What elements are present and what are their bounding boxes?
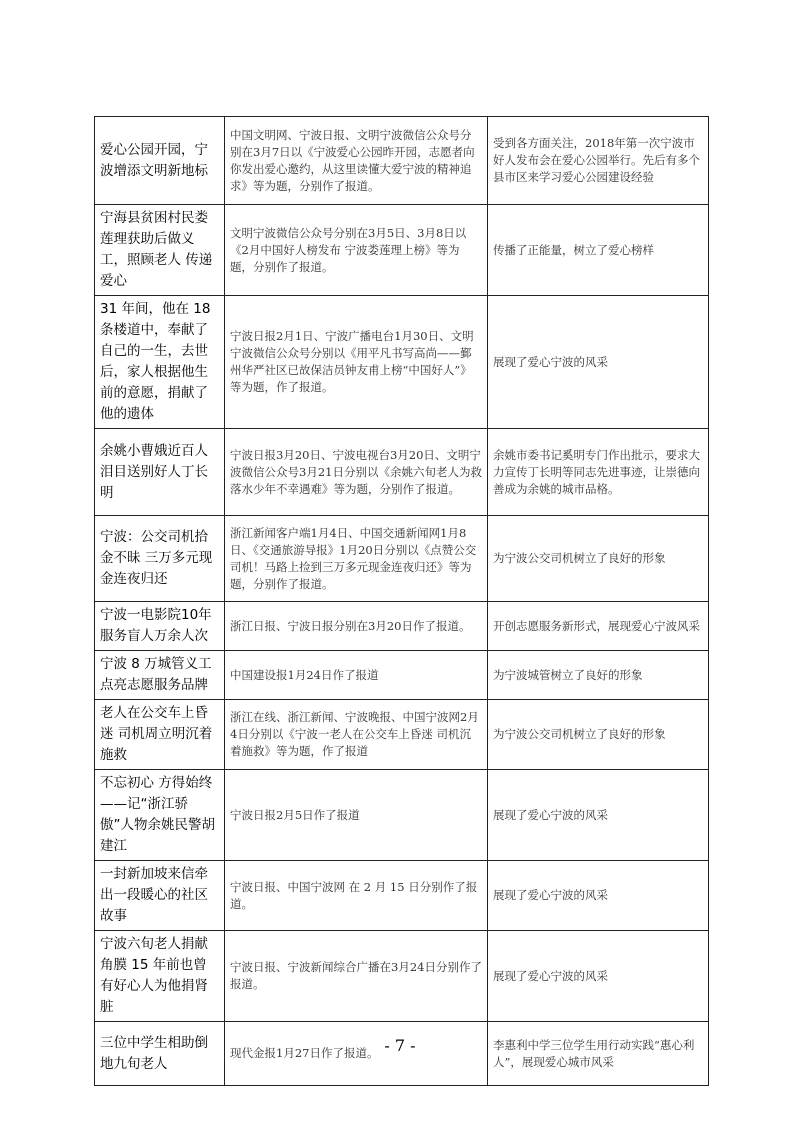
effect-cell bbox=[488, 651, 709, 700]
effect-cell bbox=[488, 861, 709, 931]
media-coverage-cell bbox=[225, 861, 488, 931]
effect-text: 展现了爱心宁波的风采 bbox=[493, 888, 608, 902]
effect-cell bbox=[488, 516, 709, 602]
media-coverage: 宁波日报2月1日、宁波广播电台1月30日、文明宁波微信公众号分别以《用平凡书写高尚——鄞州华严社区已故保洁员钟友甫上榜“中国好人”》等为题，作了报道。 bbox=[230, 329, 474, 394]
story-title: 一封新加坡来信牵出一段暖心的社区故事 bbox=[100, 866, 208, 924]
media-coverage-cell bbox=[225, 296, 488, 429]
story-title: 三位中学生相助倒地九旬老人 bbox=[100, 1034, 208, 1072]
media-coverage-cell bbox=[225, 205, 488, 296]
story-title: 不忘初心 方得始终——记“浙江骄傲”人物余姚民警胡建江 bbox=[100, 775, 215, 854]
effect-text: 余姚市委书记奚明专门作出批示，要求大力宣传丁长明等同志先进事迹，让崇德向善成为余姚的城市品格。 bbox=[493, 447, 700, 496]
effect-text: 为宁波公交司机树立了良好的形象 bbox=[493, 727, 666, 741]
story-title-cell bbox=[95, 602, 225, 651]
story-title-cell bbox=[95, 296, 225, 429]
effect-cell bbox=[488, 205, 709, 296]
story-title: 爱心公园开园，宁波增添文明新地标 bbox=[100, 141, 208, 179]
report-table bbox=[94, 116, 709, 1086]
media-coverage: 浙江在线、浙江新闻、宁波晚报、中国宁波网2月4日分别以《宁波一老人在公交车上昏迷 司机沉着施救》等为题，作了报道 bbox=[230, 710, 479, 758]
effect-cell bbox=[488, 429, 709, 516]
effect-text: 李惠利中学三位学生用行动实践“惠心利人”，展现爱心城市风采 bbox=[493, 1037, 695, 1069]
story-title-cell bbox=[95, 651, 225, 700]
story-title: 31 年间，他在 18 条楼道中，奉献了自己的一生，去世后，家人根据他生前的意愿，捐献了他的遗体 bbox=[100, 301, 211, 422]
media-coverage: 宁波日报、中国宁波网 在 2 月 15 日分别作了报道。 bbox=[230, 879, 478, 911]
table-row bbox=[95, 931, 709, 1022]
story-title-cell bbox=[95, 770, 225, 861]
table-row bbox=[95, 296, 709, 429]
effect-text: 传播了正能量，树立了爱心榜样 bbox=[493, 242, 654, 257]
media-coverage: 中国文明网、宁波日报、文明宁波微信公众号分别在3月7日以《宁波爱心公园昨开园，志愿者向你发出爱心邀约，从这里读懂大爱宁波的精神追求》等为题，分别作了报道。 bbox=[230, 127, 475, 193]
media-coverage-cell bbox=[225, 602, 488, 651]
story-title: 余姚小曹娥近百人泪目送别好人丁长明 bbox=[100, 442, 208, 501]
media-coverage-cell bbox=[225, 770, 488, 861]
media-coverage: 文明宁波微信公众号分别在3月5日、3月8日以《2月中国好人榜发布 宁波娄莲理上榜》等为题，分别作了报道。 bbox=[230, 225, 467, 274]
effect-text: 展现了爱心宁波的风采 bbox=[493, 354, 608, 369]
media-coverage-cell bbox=[225, 429, 488, 516]
table-row bbox=[95, 117, 709, 205]
table-row bbox=[95, 651, 709, 700]
media-coverage-cell bbox=[225, 931, 488, 1022]
page-number: - 7 - bbox=[384, 1036, 416, 1055]
table-row bbox=[95, 429, 709, 516]
story-title: 宁波：公交司机拾金不昧 三万多元现金连夜归还 bbox=[100, 529, 213, 587]
story-title-cell bbox=[95, 931, 225, 1022]
story-title: 宁海县贫困村民娄莲理获助后做义工，照顾老人 传递爱心 bbox=[100, 210, 213, 289]
effect-cell bbox=[488, 296, 709, 429]
media-coverage-cell bbox=[225, 700, 488, 770]
table-row bbox=[95, 516, 709, 602]
media-coverage-cell bbox=[225, 651, 488, 700]
media-coverage: 宁波日报2月5日作了报道 bbox=[230, 807, 360, 822]
story-title-cell bbox=[95, 861, 225, 931]
table-row bbox=[95, 861, 709, 931]
story-title: 宁波六旬老人捐献角膜 15 年前也曾有好心人为他捐肾脏 bbox=[100, 936, 208, 1015]
media-coverage-cell bbox=[225, 516, 488, 602]
media-coverage: 浙江日报、宁波日报分别在3月20日作了报道。 bbox=[230, 618, 471, 633]
media-coverage: 宁波日报、宁波新闻综合广播在3月24日分别作了报道。 bbox=[230, 960, 482, 991]
table-row bbox=[95, 700, 709, 770]
effect-text: 受到各方面关注，2018年第一次宁波市好人发布会在爱心公园举行。先后有多个县市区来学习爱心公园建设经验 bbox=[493, 136, 700, 184]
media-coverage: 宁波日报3月20日、宁波电视台3月20日、文明宁波微信公众号3月21日分别以《余姚六旬老人为救落水少年不幸遇难》等为题，分别作了报道。 bbox=[230, 447, 482, 496]
table-row bbox=[95, 205, 709, 296]
media-coverage: 现代金报1月27日作了报道。 bbox=[230, 1046, 379, 1060]
effect-text: 开创志愿服务新形式，展现爱心宁波风采 bbox=[493, 618, 700, 633]
story-title: 老人在公交车上昏迷 司机周立明沉着施救 bbox=[100, 705, 213, 763]
media-coverage-cell bbox=[225, 117, 488, 205]
story-title-cell bbox=[95, 516, 225, 602]
media-coverage: 中国建设报1月24日作了报道 bbox=[230, 667, 379, 682]
story-title: 宁波 8 万城管义工点亮志愿服务品牌 bbox=[100, 656, 212, 693]
story-title-cell bbox=[95, 205, 225, 296]
effect-cell bbox=[488, 602, 709, 651]
effect-cell bbox=[488, 117, 709, 205]
story-title-cell bbox=[95, 700, 225, 770]
effect-text: 为宁波公交司机树立了良好的形象 bbox=[493, 551, 666, 565]
media-coverage: 浙江新闻客户端1月4日、中国交通新闻网1月8日、《交通旅游导报》1月20日分别以《点赞公交司机！马路上捡到三万多元现金连夜归还》等为题，分别作了报道。 bbox=[230, 525, 477, 591]
effect-cell bbox=[488, 700, 709, 770]
story-title-cell bbox=[95, 117, 225, 205]
table-row bbox=[95, 602, 709, 651]
story-title-cell bbox=[95, 429, 225, 516]
story-title: 宁波一电影院10年服务盲人万余人次 bbox=[100, 607, 212, 644]
effect-text: 展现了爱心宁波的风采 bbox=[493, 968, 608, 983]
effect-text: 为宁波城管树立了良好的形象 bbox=[493, 667, 643, 682]
effect-cell bbox=[488, 931, 709, 1022]
effect-cell bbox=[488, 770, 709, 861]
effect-text: 展现了爱心宁波的风采 bbox=[493, 807, 608, 822]
table-row bbox=[95, 770, 709, 861]
